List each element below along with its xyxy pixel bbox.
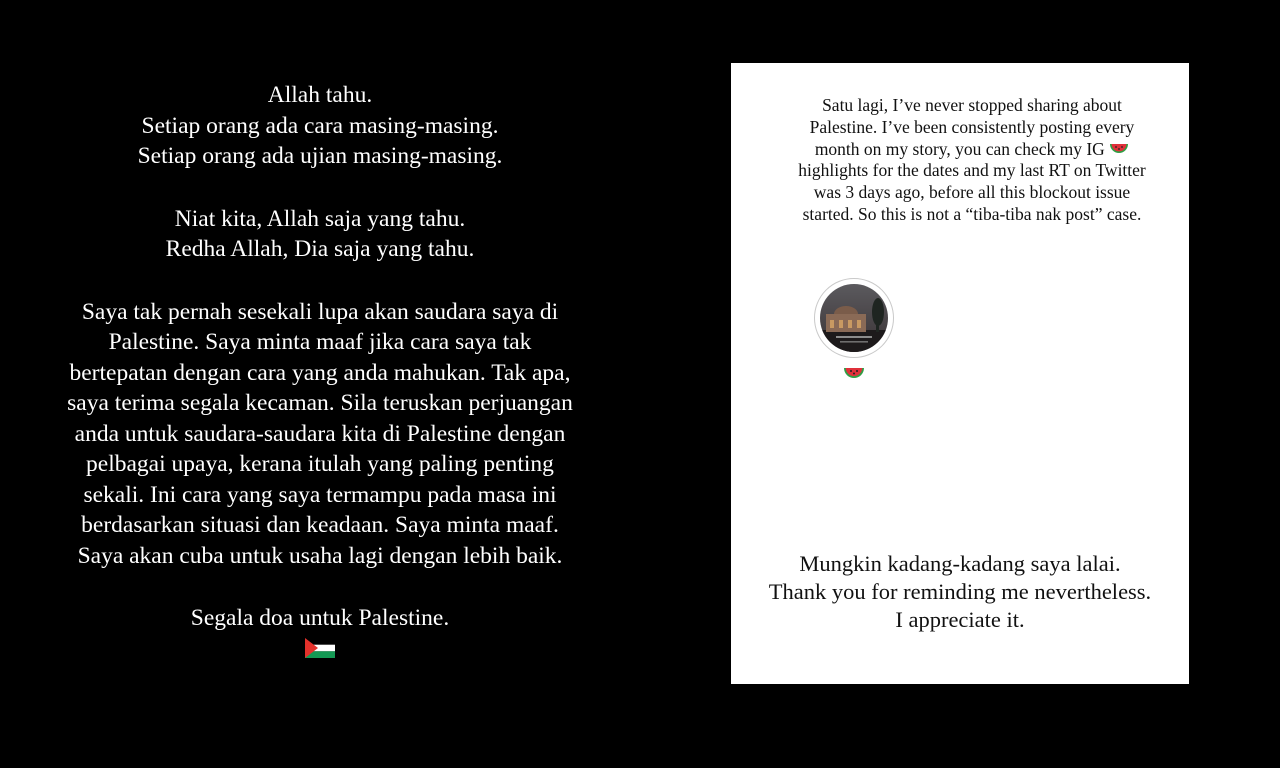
mosque-photo-icon	[820, 284, 888, 352]
text-line: Setiap orang ada ujian masing-masing.	[137, 143, 503, 169]
bottom-message	[731, 550, 1189, 634]
text-line: pelbagai upaya, kerana itulah yang paling penting	[86, 451, 554, 477]
highlight-cover-image	[820, 284, 888, 352]
text-line: saya terima segala kecaman. Sila teruskan perjuangan	[67, 390, 573, 416]
highlight-label-watermelon-icon	[843, 365, 865, 381]
paragraph-1	[0, 80, 640, 172]
text-line: anda untuk saudara-saudara kita di Palestine dengan	[74, 420, 566, 447]
text-line: Redha Allah, Dia saja yang tahu.	[165, 236, 475, 262]
text-line: berdasarkan situasi dan keadaan. Saya minta maaf.	[81, 512, 559, 538]
text-line: was 3 days ago, before all this blockout issue	[813, 182, 1131, 203]
text-line: sekali. Ini cara yang saya termampu pada masa ini	[83, 481, 557, 508]
watermelon-icon	[1109, 142, 1129, 156]
ig-highlight-button[interactable]	[814, 278, 894, 358]
text-line: Setiap orang ada cara masing-masing.	[141, 112, 499, 139]
text-line: Niat kita, Allah saja yang tahu.	[174, 205, 466, 232]
top-message	[761, 95, 1183, 226]
left-story-text	[0, 80, 640, 664]
paragraph-2	[0, 204, 640, 265]
text-line: highlights for the dates and my last RT on Twitter	[798, 160, 1146, 181]
right-story-card	[731, 63, 1189, 684]
text-line: Mungkin kadang-kadang saya lalai.	[799, 551, 1121, 576]
text-line: bertepatan dengan cara yang anda mahukan. Tak apa,	[69, 359, 571, 386]
text-line: Saya akan cuba untuk usaha lagi dengan lebih baik.	[77, 542, 563, 569]
text-line: Thank you for reminding me nevertheless.	[768, 579, 1152, 604]
text-line: Allah tahu.	[267, 82, 373, 108]
text-line: I appreciate it.	[895, 607, 1025, 632]
text-line: month on my story, you can check my IG	[814, 138, 1105, 159]
text-line: Segala doa untuk Palestine.	[190, 605, 450, 631]
paragraph-4	[0, 603, 640, 664]
paragraph-3	[0, 297, 640, 572]
text-line: started. So this is not a “tiba-tiba nak post” case.	[802, 203, 1142, 224]
text-line: Satu lagi, I’ve never stopped sharing about	[822, 95, 1122, 115]
text-line: Saya tak pernah sesekali lupa akan saudara saya di	[81, 298, 559, 325]
palestine-flag-icon	[305, 638, 335, 658]
text-line: Palestine. I’ve been consistently posting every	[809, 116, 1135, 137]
text-line: Palestine. Saya minta maaf jika cara saya tak	[108, 329, 532, 355]
